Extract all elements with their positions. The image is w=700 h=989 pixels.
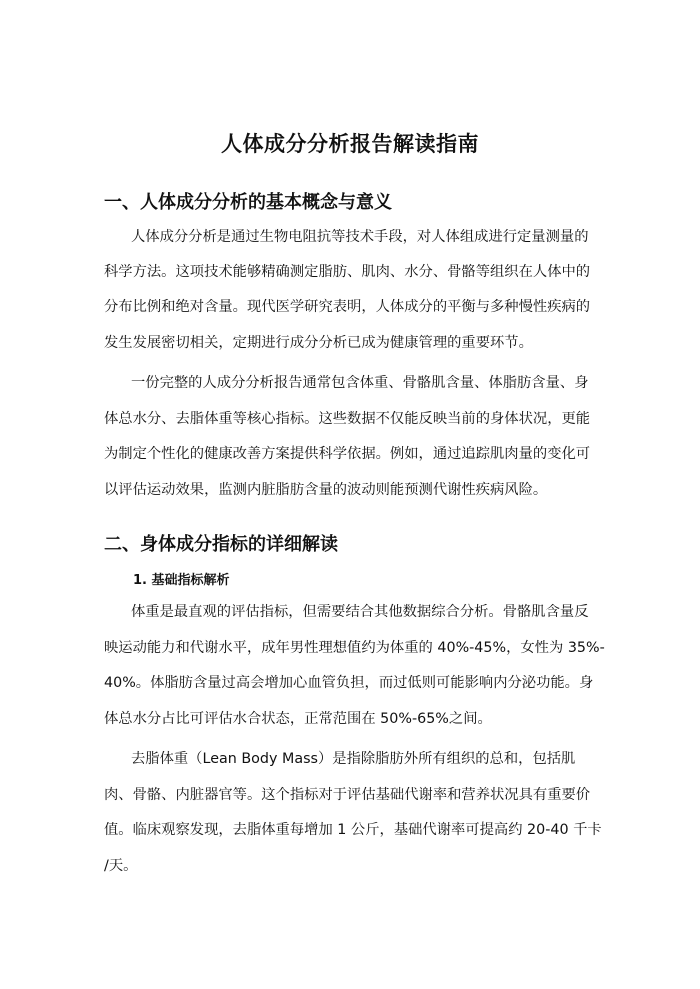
document-title: 人体成分分析报告解读指南	[221, 132, 479, 156]
paragraph-line: 40%。体脂肪含量过高会增加心血管负担，而过低则可能影响内分泌功能。身	[104, 675, 594, 691]
paragraph-line: 发生发展密切相关，定期进行成分分析已成为健康管理的重要环节。	[104, 335, 533, 351]
paragraph-line: 肉、骨骼、内脏器官等。这个指标对于评估基础代谢率和营养状况具有重要价	[104, 787, 591, 803]
paragraph-line: /天。	[104, 858, 138, 874]
paragraph-line: 值。临床观察发现，去脂体重每增加 1 公斤，基础代谢率可提高约 20-40 千卡	[104, 822, 602, 838]
section-1-heading: 一、人体成分分析的基本概念与意义	[104, 192, 392, 213]
paragraph-line: 以评估运动效果，监测内脏脂肪含量的波动则能预测代谢性疾病风险。	[104, 482, 548, 498]
section-2-heading: 二、身体成分指标的详细解读	[104, 534, 338, 555]
paragraph-line: 映运动能力和代谢水平，成年男性理想值约为体重的 40%-45%，女性为 35%-	[104, 640, 605, 656]
paragraph-line: 一份完整的人成分分析报告通常包含体重、骨骼肌含量、体脂肪含量、身	[131, 375, 589, 391]
paragraph-line: 为制定个性化的健康改善方案提供科学依据。例如，通过追踪肌肉量的变化可	[104, 446, 591, 462]
paragraph-line: 科学方法。这项技术能够精确测定脂肪、肌肉、水分、骨骼等组织在人体中的	[104, 264, 591, 280]
subsection-heading: 1. 基础指标解析	[133, 573, 230, 588]
paragraph-line: 体重是最直观的评估指标，但需要结合其他数据综合分析。骨骼肌含量反	[131, 604, 589, 620]
paragraph-line: 人体成分分析是通过生物电阻抗等技术手段，对人体组成进行定量测量的	[131, 229, 589, 245]
paragraph-line: 体总水分占比可评估水合状态，正常范围在 50%-65%之间。	[104, 711, 492, 727]
paragraph-line: 体总水分、去脂体重等核心指标。这些数据不仅能反映当前的身体状况，更能	[104, 411, 591, 427]
paragraph-line: 去脂体重（Lean Body Mass）是指除脂肪外所有组织的总和，包括肌	[131, 751, 576, 767]
paragraph-line: 分布比例和绝对含量。现代医学研究表明，人体成分的平衡与多种慢性疾病的	[104, 299, 591, 315]
